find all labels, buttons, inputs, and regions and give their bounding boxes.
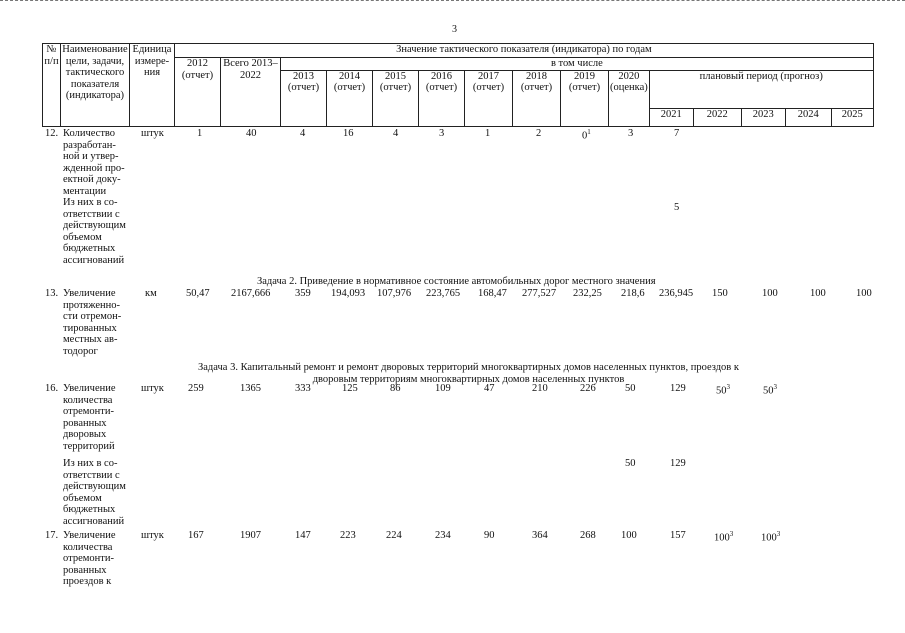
cell-2019: 226 xyxy=(580,383,596,394)
cell-2023: 100 xyxy=(762,288,778,299)
header-2017: 2017 (отчет) xyxy=(465,70,513,126)
cell-2023 xyxy=(763,383,777,397)
cell-2020: 218,6 xyxy=(621,288,645,299)
cell-2024: 100 xyxy=(810,288,826,299)
cell-2022: 150 xyxy=(712,288,728,299)
sub-cell-2021: 129 xyxy=(670,458,686,469)
row-name: Увеличение количества отремонти-рованных проездов к xyxy=(63,530,116,587)
cell-2023-value: 100 xyxy=(761,532,777,544)
row-unit: штук xyxy=(141,530,164,541)
footnote-mark: 3 xyxy=(726,383,730,391)
cell-2014: 16 xyxy=(343,128,354,139)
header-plan: плановый период (прогноз) xyxy=(649,70,873,108)
cell-2021: 236,945 xyxy=(659,288,694,299)
cell-2013: 359 xyxy=(295,288,311,299)
cell-2013: 147 xyxy=(295,530,311,541)
cell-2013: 4 xyxy=(300,128,306,139)
header-2021: 2021 xyxy=(649,108,693,126)
cell-2021: 129 xyxy=(670,383,686,394)
cell-2023-value: 50 xyxy=(763,385,774,397)
cell-2016: 234 xyxy=(435,530,451,541)
cell-2019-value: 0 xyxy=(582,130,588,142)
footnote-mark: 1 xyxy=(587,128,591,136)
cell-2019: 268 xyxy=(580,530,596,541)
cell-2016: 223,765 xyxy=(426,288,461,299)
task-heading: Задача 3. Капитальный ремонт и ремонт дворовых территорий многоквартирных домов населенных пунктов, проездов к дворовым территориям многоквартирных домов населенных пунктов xyxy=(198,362,739,385)
cell-2018: 277,527 xyxy=(522,288,557,299)
cell-2017: 90 xyxy=(484,530,495,541)
footnote-mark: 3 xyxy=(776,530,781,538)
header-2025: 2025 xyxy=(831,108,873,126)
row-subname: Из них в со-ответствии с действующим объемом бюджетных ассигнований xyxy=(63,197,126,266)
header-incl: в том числе xyxy=(281,58,874,71)
cell-2019: 232,25 xyxy=(573,288,602,299)
page-number: 3 xyxy=(452,24,457,35)
cell-2016: 3 xyxy=(439,128,445,139)
row-num: 17. xyxy=(45,530,59,541)
header-name: Наименование цели, задачи, тактического показателя (индикатора) xyxy=(61,44,130,127)
row-name: Количество разработан-ной и утвер-жденной про-ектной доку-ментации xyxy=(63,128,125,197)
sub-cell-2020: 50 xyxy=(625,458,636,469)
cell-2013: 333 xyxy=(295,383,311,394)
cell-2015: 86 xyxy=(390,383,401,394)
header-2020: 2020 (оценка) xyxy=(609,70,650,126)
cell-2021: 157 xyxy=(670,530,686,541)
cell-2015: 4 xyxy=(393,128,399,139)
cell-2022-value: 50 xyxy=(716,385,727,397)
cell-2017: 168,47 xyxy=(478,288,507,299)
header-unit: Единица измере-ния xyxy=(130,44,175,127)
row-name: Увеличение протяженно-сти отремон-тированных местных ав-тодорог xyxy=(63,288,122,357)
cell-2017: 1 xyxy=(485,128,491,139)
cell-2022-value: 100 xyxy=(714,532,730,544)
cell-2025: 100 xyxy=(856,288,872,299)
row-num: 16. xyxy=(45,383,59,394)
cell-total: 40 xyxy=(246,128,257,139)
cell-2014: 223 xyxy=(340,530,356,541)
cell-2020: 50 xyxy=(625,383,636,394)
cell-total: 1907 xyxy=(240,530,261,541)
row-subname: Из них в со-ответствии с действующим объемом бюджетных ассигнований xyxy=(63,458,126,527)
cell-2020: 100 xyxy=(621,530,637,541)
row-num: 12. xyxy=(45,128,59,139)
indicator-table-header xyxy=(42,43,874,127)
cell-2023 xyxy=(761,530,780,544)
cell-2012: 50,47 xyxy=(186,288,210,299)
cell-2012: 1 xyxy=(197,128,203,139)
cell-2018: 210 xyxy=(532,383,548,394)
cell-2018: 364 xyxy=(532,530,548,541)
header-2019: 2019 (отчет) xyxy=(561,70,609,126)
row-unit: штук xyxy=(141,128,164,139)
header-2014: 2014 (отчет) xyxy=(327,70,373,126)
header-2012: 2012 (отчет) xyxy=(175,58,221,127)
row-unit: штук xyxy=(141,383,164,394)
header-total: Всего 2013–2022 xyxy=(221,58,281,127)
cell-total: 2167,666 xyxy=(231,288,271,299)
cell-2019 xyxy=(582,128,591,142)
header-num: № п/п xyxy=(43,44,61,127)
cell-2015: 107,976 xyxy=(377,288,412,299)
row-name: Увеличение количества отремонти-рованных дворовых территорий xyxy=(63,383,116,452)
footnote-mark: 3 xyxy=(729,530,734,538)
cell-2021: 7 xyxy=(674,128,680,139)
footnote-mark: 3 xyxy=(773,383,777,391)
cell-2015: 224 xyxy=(386,530,402,541)
cell-2014: 125 xyxy=(342,383,358,394)
cell-2014: 194,093 xyxy=(331,288,366,299)
row-unit: км xyxy=(145,288,157,299)
row-num: 13. xyxy=(45,288,59,299)
cell-2018: 2 xyxy=(536,128,542,139)
header-2013: 2013 (отчет) xyxy=(281,70,327,126)
cell-2016: 109 xyxy=(435,383,451,394)
cell-2012: 259 xyxy=(188,383,204,394)
header-2023: 2023 xyxy=(741,108,785,126)
sub-cell-2021: 5 xyxy=(674,202,680,213)
header-2018: 2018 (отчет) xyxy=(513,70,561,126)
cell-2022 xyxy=(714,530,733,544)
cell-2017: 47 xyxy=(484,383,495,394)
header-2022: 2022 xyxy=(693,108,741,126)
cell-total: 1365 xyxy=(240,383,261,394)
top-dashed-line xyxy=(0,0,905,1)
cell-2012: 167 xyxy=(188,530,204,541)
task-heading: Задача 2. Приведение в нормативное состояние автомобильных дорог местного значения xyxy=(257,276,656,287)
header-2015: 2015 (отчет) xyxy=(373,70,419,126)
header-2016: 2016 (отчет) xyxy=(419,70,465,126)
cell-2022 xyxy=(716,383,730,397)
cell-2020: 3 xyxy=(628,128,634,139)
header-values-by-year: Значение тактического показателя (индикатора) по годам xyxy=(175,44,874,58)
header-2024: 2024 xyxy=(785,108,831,126)
